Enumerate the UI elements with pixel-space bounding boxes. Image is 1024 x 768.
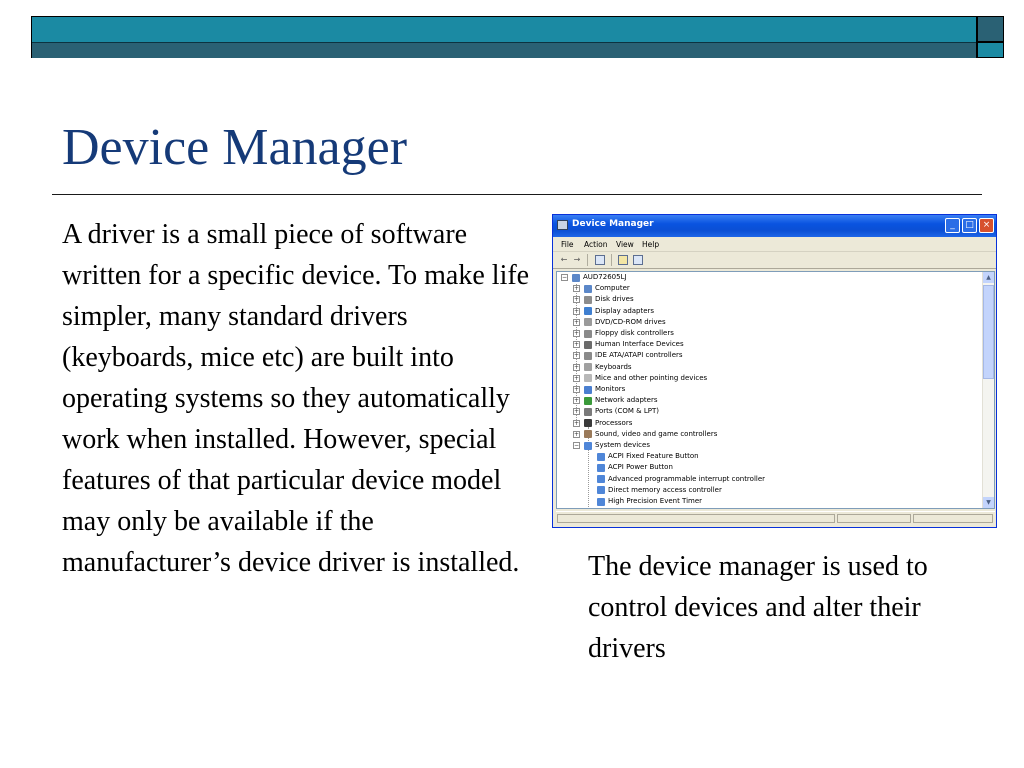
device-category-icon — [584, 419, 592, 427]
close-button[interactable]: × — [979, 218, 994, 233]
properties-icon[interactable] — [618, 255, 628, 265]
expand-icon[interactable]: + — [574, 330, 580, 337]
system-device-icon — [597, 453, 605, 461]
tree-device-label: ACPI Fixed Feature Button — [608, 452, 699, 461]
system-device-icon — [597, 498, 605, 506]
device-category-icon — [584, 285, 592, 293]
tree-category-label: Computer — [595, 284, 630, 293]
system-device-icon — [597, 486, 605, 494]
expand-icon[interactable]: + — [574, 307, 580, 315]
collapse-icon[interactable]: − — [562, 274, 568, 281]
toolbar-separator — [611, 254, 612, 266]
expand-icon[interactable]: + — [574, 363, 580, 371]
tree-category-label: Monitors — [595, 385, 626, 393]
forward-arrow-icon[interactable]: → — [573, 255, 581, 264]
top-corner-square-lower — [977, 42, 1004, 58]
window-title: Device Manager — [572, 219, 654, 229]
screenshot-caption: The device manager is used to control devices and alter their drivers — [588, 551, 928, 664]
device-category-icon — [584, 397, 592, 405]
title-divider — [52, 194, 982, 195]
system-device-icon — [597, 464, 605, 472]
top-corner-square-upper — [977, 16, 1004, 42]
minimize-button[interactable]: _ — [945, 218, 960, 233]
top-banner — [31, 16, 977, 58]
device-category-icon — [584, 430, 592, 438]
device-category-icon — [584, 374, 592, 382]
expand-icon[interactable]: + — [574, 318, 580, 326]
status-cell — [837, 514, 911, 523]
show-hide-tree-icon[interactable] — [595, 255, 605, 265]
slide-title: Device Manager — [62, 119, 408, 176]
expand-icon[interactable]: + — [574, 352, 580, 360]
tree-root-label: AUD72605LJ — [583, 273, 627, 281]
expand-icon[interactable]: + — [574, 386, 580, 393]
tree-category-label: IDE ATA/ATAPI controllers — [595, 351, 683, 360]
tree-category-label: DVD/CD-ROM drives — [595, 317, 666, 326]
help-icon[interactable] — [633, 255, 643, 265]
tree-category-label: Human Interface Devices — [595, 340, 684, 349]
device-category-icon — [584, 352, 592, 360]
tree-device-label: ACPI Power Button — [608, 463, 673, 472]
expand-icon[interactable]: + — [574, 374, 580, 382]
tree-category-label: Display adapters — [595, 306, 655, 315]
expand-icon[interactable]: + — [574, 419, 580, 427]
expand-icon[interactable]: + — [574, 296, 580, 304]
device-category-icon — [584, 408, 592, 416]
device-category-icon — [584, 296, 592, 304]
device-category-icon — [584, 363, 592, 371]
collapse-icon[interactable]: − — [574, 442, 580, 449]
tree-device-label: High Precision Event Timer — [608, 497, 703, 505]
expand-icon[interactable]: + — [574, 341, 580, 349]
computer-icon — [572, 274, 580, 282]
expand-icon[interactable]: + — [574, 285, 580, 293]
tree-guide-line — [588, 427, 589, 507]
expand-icon[interactable]: + — [574, 408, 580, 416]
status-cell — [913, 514, 993, 523]
menu-help[interactable]: Help — [642, 240, 660, 249]
tree-device-label: Direct memory access controller — [608, 485, 722, 494]
device-tree — [556, 271, 995, 509]
tree-category-label: Network adapters — [595, 396, 658, 405]
menu-view[interactable]: View — [616, 240, 634, 249]
device-category-icon — [584, 386, 592, 394]
tree-category-label: Disk drives — [595, 295, 634, 304]
device-manager-screenshot — [552, 214, 997, 528]
top-banner-stripe — [32, 42, 976, 58]
maximize-button[interactable]: □ — [962, 218, 977, 233]
status-cell — [557, 514, 835, 523]
device-category-icon — [584, 442, 592, 450]
back-arrow-icon[interactable]: ← — [560, 255, 568, 264]
scrollbar-thumb[interactable] — [983, 285, 994, 379]
tree-category-label: System devices — [595, 441, 650, 449]
toolbar — [553, 252, 996, 269]
tree-scrollbar[interactable] — [982, 272, 994, 508]
device-category-icon — [584, 330, 592, 338]
tree-category-label: Keyboards — [595, 362, 632, 371]
device-category-icon — [584, 318, 592, 326]
tree-device-label: Advanced programmable interrupt controller — [608, 474, 766, 483]
tree-category-label: Processors — [595, 418, 633, 427]
device-category-icon — [584, 341, 592, 349]
scroll-up-icon[interactable]: ▲ — [983, 272, 994, 283]
menu-action[interactable]: Action — [584, 240, 608, 249]
expand-icon[interactable]: + — [574, 397, 580, 405]
tree-category-label: Sound, video and game controllers — [595, 429, 718, 438]
system-device-icon — [597, 475, 605, 483]
computer-icon — [557, 220, 568, 230]
expand-icon[interactable]: + — [574, 430, 580, 438]
toolbar-separator — [587, 254, 588, 266]
status-bar — [556, 511, 995, 525]
device-category-icon — [584, 307, 592, 315]
window-titlebar — [553, 215, 996, 237]
menu-file[interactable]: File — [561, 240, 574, 249]
tree-category-label: Mice and other pointing devices — [595, 373, 708, 382]
menu-bar — [553, 237, 996, 252]
slide-body-text: A driver is a small piece of software written for a specific device. To make life simpler, many standard drivers (keyboards, mice etc) are built into operating systems so they automatically work when installed. However, special features of that particular device model may only be available if the manufacturer’s device driver is installed. — [62, 219, 530, 578]
tree-category-label: Floppy disk controllers — [595, 329, 674, 337]
tree-category-label: Ports (COM & LPT) — [595, 407, 659, 416]
scroll-down-icon[interactable]: ▼ — [983, 497, 994, 508]
